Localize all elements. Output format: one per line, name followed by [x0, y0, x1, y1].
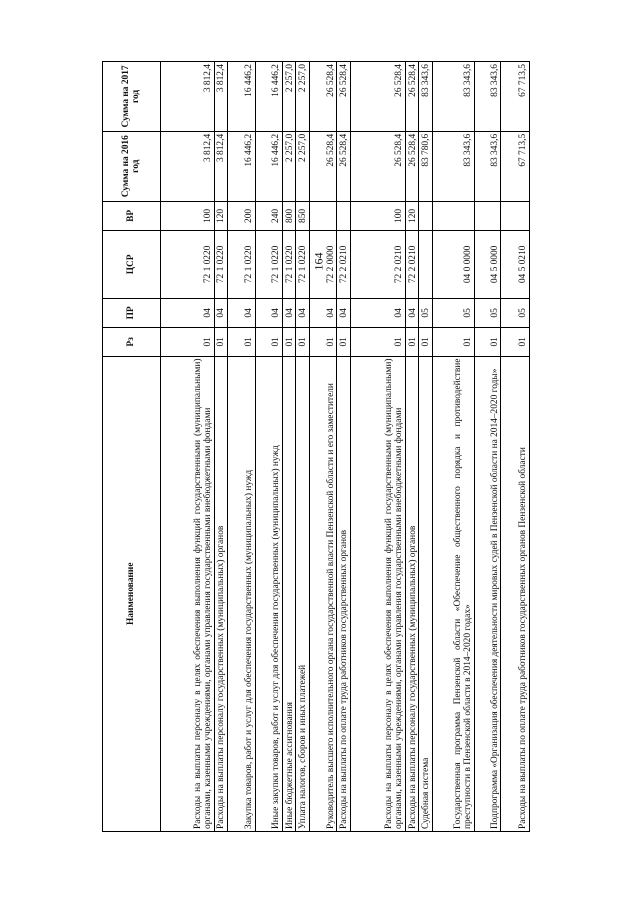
- cell-csr: 72 1 0220: [282, 231, 296, 298]
- cell-vr: 100: [161, 201, 215, 231]
- cell-pr: 04: [228, 298, 255, 328]
- table-row: [161, 62, 215, 832]
- cell-sum2016: 16 446,2: [255, 131, 282, 201]
- table-row: [475, 62, 501, 832]
- cell-vr: 850: [296, 201, 310, 231]
- cell-name: Расходы на выплаты персоналу государственных (муниципальных) органов: [214, 356, 228, 831]
- cell-sum2016: 26 528,4: [351, 131, 406, 201]
- table-row: [228, 62, 255, 832]
- cell-csr: 04 5 0000: [475, 231, 501, 298]
- budget-table-rotated: [102, 61, 530, 832]
- cell-pr: 05: [501, 298, 530, 328]
- cell-rz: 01: [419, 328, 433, 356]
- cell-pr: 04: [310, 298, 337, 328]
- cell-rz: 01: [351, 328, 406, 356]
- table-body: [161, 62, 530, 832]
- cell-vr: 200: [228, 201, 255, 231]
- cell-sum2017: 16 446,2: [228, 62, 255, 132]
- cell-sum2017: 3 812,4: [214, 62, 228, 132]
- cell-rz: 01: [405, 328, 419, 356]
- cell-name: Расходы на выплаты персоналу государственных (муниципальных) органов: [405, 356, 419, 831]
- cell-name: Расходы на выплаты по оплате труда работников государственных органов Пензенской области: [501, 356, 530, 831]
- cell-vr: [501, 201, 530, 231]
- cell-name: Государственная программа Пензенской области «Обеспечение общественного порядка и противодействие преступности в Пензенской области в 2014–2020 годах»: [433, 356, 475, 831]
- cell-name: Расходы на выплаты персоналу в целях обеспечения выполнения функций государственными (муниципальными) органами, казенными учреждениями, органами управления государственными внебюджетными фондами: [351, 356, 406, 831]
- header-vr: ВР: [103, 201, 161, 231]
- cell-rz: 01: [433, 328, 475, 356]
- cell-name: Судебная система: [419, 356, 433, 831]
- cell-csr: 72 1 0220: [161, 231, 215, 298]
- cell-name: Расходы на выплаты по оплате труда работников государственных органов: [337, 356, 351, 831]
- cell-pr: 04: [405, 298, 419, 328]
- cell-rz: 01: [310, 328, 337, 356]
- cell-sum2016: 2 257,0: [282, 131, 296, 201]
- cell-sum2017: 83 343,6: [419, 62, 433, 132]
- cell-rz: 01: [214, 328, 228, 356]
- cell-vr: [433, 201, 475, 231]
- header-pr: ПР: [103, 298, 161, 328]
- cell-csr: 04 5 0210: [501, 231, 530, 298]
- cell-sum2017: 67 713,5: [501, 62, 530, 132]
- cell-name: Иные закупки товаров, работ и услуг для обеспечения государственных (муниципальных) нужд: [255, 356, 282, 831]
- table-header-row: [103, 62, 161, 832]
- cell-sum2016: 3 812,4: [214, 131, 228, 201]
- header-rz: Рз: [103, 328, 161, 356]
- table-row: [282, 62, 296, 832]
- cell-sum2017: 26 528,4: [405, 62, 419, 132]
- cell-sum2017: 26 528,4: [337, 62, 351, 132]
- cell-sum2016: 16 446,2: [228, 131, 255, 201]
- cell-sum2016: 26 528,4: [405, 131, 419, 201]
- cell-name: Подпрограмма «Организация обеспечения деятельности мировых судей в Пензенской области на 2014–2020 годы»: [475, 356, 501, 831]
- cell-rz: 01: [161, 328, 215, 356]
- cell-pr: 04: [255, 298, 282, 328]
- table-row: [405, 62, 419, 832]
- cell-sum2017: 2 257,0: [296, 62, 310, 132]
- cell-csr: 72 2 0210: [405, 231, 419, 298]
- cell-rz: 01: [337, 328, 351, 356]
- cell-vr: 240: [255, 201, 282, 231]
- cell-pr: 04: [282, 298, 296, 328]
- cell-pr: 04: [161, 298, 215, 328]
- cell-csr: 72 1 0220: [296, 231, 310, 298]
- cell-pr: 05: [419, 298, 433, 328]
- cell-sum2016: 2 257,0: [296, 131, 310, 201]
- cell-sum2017: 3 812,4: [161, 62, 215, 132]
- cell-rz: 01: [228, 328, 255, 356]
- cell-sum2016: 26 528,4: [310, 131, 337, 201]
- header-sum2017: Сумма на 2017 год: [103, 62, 161, 132]
- table-row: [433, 62, 475, 832]
- cell-sum2017: 16 446,2: [255, 62, 282, 132]
- table-row: [255, 62, 282, 832]
- cell-pr: 04: [351, 298, 406, 328]
- cell-vr: [475, 201, 501, 231]
- cell-vr: 100: [351, 201, 406, 231]
- cell-csr: 72 1 0220: [255, 231, 282, 298]
- table-row: [214, 62, 228, 832]
- cell-rz: 01: [501, 328, 530, 356]
- cell-sum2017: 26 528,4: [351, 62, 406, 132]
- cell-sum2017: 83 343,6: [475, 62, 501, 132]
- cell-csr: 04 0 0000: [433, 231, 475, 298]
- cell-csr: 72 1 0220: [214, 231, 228, 298]
- cell-pr: 04: [214, 298, 228, 328]
- cell-sum2016: 83 343,6: [475, 131, 501, 201]
- cell-csr: [419, 231, 433, 298]
- header-csr: ЦСР: [103, 231, 161, 298]
- cell-vr: 120: [214, 201, 228, 231]
- cell-sum2016: 26 528,4: [337, 131, 351, 201]
- cell-csr: 72 2 0210: [351, 231, 406, 298]
- cell-pr: 05: [475, 298, 501, 328]
- cell-rz: 01: [255, 328, 282, 356]
- cell-sum2016: 83 780,6: [419, 131, 433, 201]
- cell-rz: 01: [475, 328, 501, 356]
- cell-vr: [310, 201, 337, 231]
- cell-rz: 01: [296, 328, 310, 356]
- budget-table: [102, 61, 530, 832]
- cell-csr: 72 1 0220: [228, 231, 255, 298]
- cell-sum2017: 2 257,0: [282, 62, 296, 132]
- cell-pr: 04: [337, 298, 351, 328]
- cell-sum2017: 83 343,6: [433, 62, 475, 132]
- cell-csr: 72 2 0000: [310, 231, 337, 298]
- header-name: Наименование: [103, 356, 161, 831]
- cell-rz: 01: [282, 328, 296, 356]
- cell-csr: 72 2 0210: [337, 231, 351, 298]
- header-sum2016: Сумма на 2016 год: [103, 131, 161, 201]
- cell-name: Руководитель высшего исполнительного органа государственной власти Пензенской области и его заместители: [310, 356, 337, 831]
- cell-name: Расходы на выплаты персоналу в целях обеспечения выполнения функций государственными (муниципальными) органами, казенными учреждениями, органами управления государственными внебюджетными фондами: [161, 356, 215, 831]
- table-row: [310, 62, 337, 832]
- cell-pr: 05: [433, 298, 475, 328]
- cell-name: Закупка товаров, работ и услуг для обеспечения государственных (муниципальных) нужд: [228, 356, 255, 831]
- cell-sum2016: 83 343,6: [433, 131, 475, 201]
- cell-vr: 800: [282, 201, 296, 231]
- page-number: 164: [311, 252, 326, 271]
- cell-sum2016: 3 812,4: [161, 131, 215, 201]
- cell-name: Уплата налогов, сборов и иных платежей: [296, 356, 310, 831]
- table-row: [501, 62, 530, 832]
- table-row: [419, 62, 433, 832]
- cell-name: Иные бюджетные ассигнования: [282, 356, 296, 831]
- cell-vr: 120: [405, 201, 419, 231]
- table-row: [337, 62, 351, 832]
- cell-sum2017: 26 528,4: [310, 62, 337, 132]
- table-row: [296, 62, 310, 832]
- cell-vr: [419, 201, 433, 231]
- cell-vr: [337, 201, 351, 231]
- cell-sum2016: 67 713,5: [501, 131, 530, 201]
- cell-pr: 04: [296, 298, 310, 328]
- table-row: [351, 62, 406, 832]
